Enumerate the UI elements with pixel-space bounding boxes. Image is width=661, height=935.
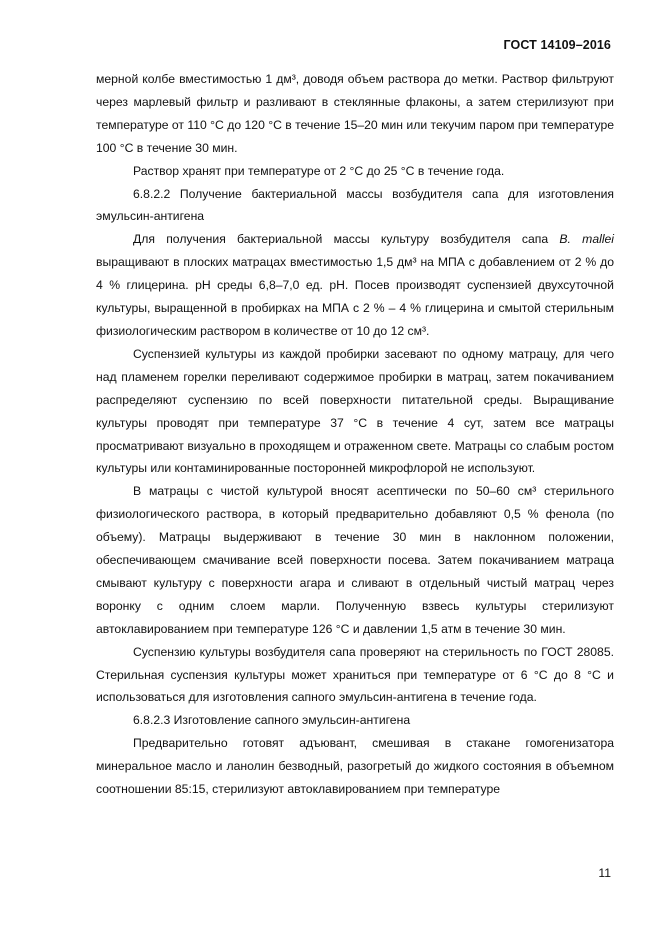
paragraph-inoculation: Суспензией культуры из каждой пробирки засевают по одному матрацу, для чего над пламенем горелки переливают содержимое пробирки в матрац, затем покачиванием распределяют суспензию по всей поверхности питательной среды. Выращивание культуры проводят при температуре 37 °С в течение 4 сут, затем все матрацы просматривают визуально в проходящем и отраженном свете. Матрацы со слабым ростом культуры или контаминированные посторонней микрофлорой не используют. bbox=[96, 346, 614, 476]
paragraph-wash-sterilize: В матрацы с чистой культурой вносят асептически по 50–60 см³ стерильного физиологического раствора, в который предварительно добавляют 0,5 % фенола (по объему). Матрацы выдерживают в течение 30 мин в наклонном положении, обеспечивающем смачивание всей поверхности посева. Затем покачиванием матраца смывают культуру с поверхности агара и сливают в отдельный чистый матрац через воронку с одним слоем марли. Полученную взвесь культуры стерилизуют автоклавированием при температуре 126 °С и давлении 1,5 атм в течение 30 мин. bbox=[96, 484, 614, 636]
section-heading-6-8-2-2: 6.8.2.2 Получение бактериальной массы возбудителя сапа для изготовления эмульсин-антигена bbox=[96, 186, 614, 224]
standard-designation: ГОСТ 14109–2016 bbox=[503, 38, 611, 52]
page-number: 11 bbox=[598, 866, 611, 880]
paragraph-culture-growth: Для получения бактериальной массы культуру возбудителя сапа B. mallei выращивают в плоских матрацах вместимостью 1,5 дм³ на МПА с добавлением от 2 % до 4 % глицерина. рН среды 6,8–7,0 ед. рН. Посев производят суспензией двухсуточной культуры, выращенной в пробирках на МПА с 2 % – 4 % глицерина и смытой стерильным физиологическим раствором в количестве от 10 до 12 см³. bbox=[96, 232, 615, 338]
species-name: B. mallei bbox=[559, 232, 615, 247]
section-heading-6-8-2-3: 6.8.2.3 Изготовление сапного эмульсин-антигена bbox=[133, 713, 411, 728]
paragraph-storage: Раствор хранят при температуре от 2 °С до 25 °С в течение года. bbox=[133, 163, 505, 178]
paragraph-adjuvant: Предварительно готовят адъювант, смешивая в стакане гомогенизатора минеральное масло и ланолин безводный, разогретый до жидкого состояния в объемном соотношении 85:15, стерилизуют автоклавированием при температуре bbox=[96, 736, 614, 797]
paragraph-sterility-check: Суспензию культуры возбудителя сапа проверяют на стерильность по ГОСТ 28085. Стерильная суспензия культуры может храниться при температуре от 6 °С до 8 °С и использоваться для изготовления сапного эмульсин-антигена в течение года. bbox=[96, 644, 614, 705]
document-body bbox=[96, 68, 614, 801]
paragraph-continuation: мерной колбе вместимостью 1 дм³, доводя объем раствора до метки. Раствор фильтруют через марлевый фильтр и разливают в стеклянные флаконы, а затем стерилизуют при температуре от 110 °С до 120 °С в течение 15–20 мин или текучим паром при температуре 100 °С в течение 30 мин. bbox=[96, 72, 614, 155]
